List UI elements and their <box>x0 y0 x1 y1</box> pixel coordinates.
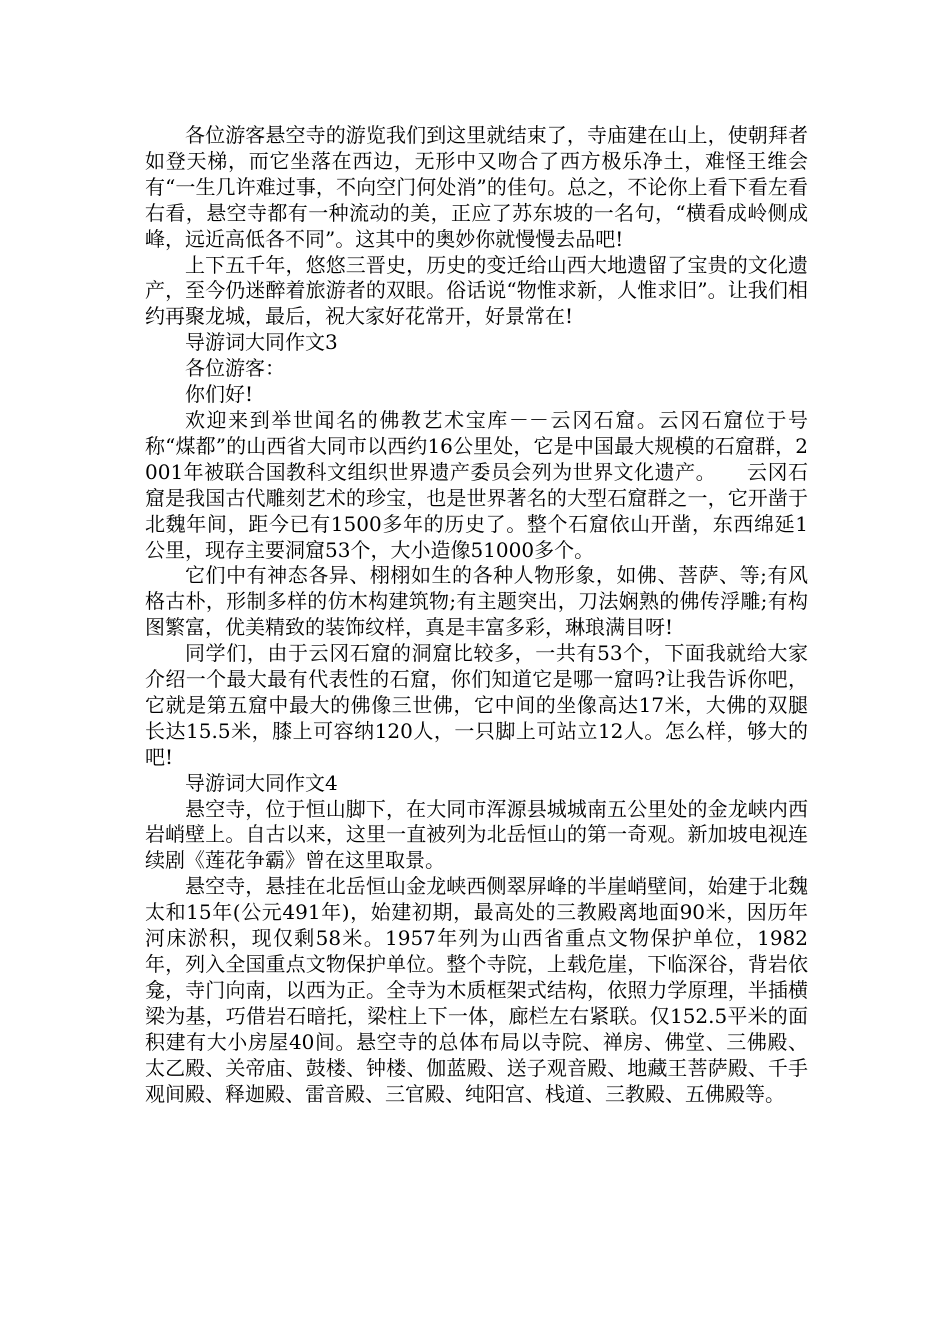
section-heading-4: 导游词大同作文4 <box>185 770 338 795</box>
paragraph-xuankong-history: 悬空寺，悬挂在北岳恒山金龙峡西侧翠屏峰的半崖峭壁间，始建于北魏太和15年(公元491年)，始建初期，最高处的三教殿离地面90米，因历年河床淤积，现仅剩58米。1957年列为山西省重点文物保护单位，1982年，列入全国重点文物保护单位。整个寺院，上载危崖，下临深谷，背岩依龛，寺门向南，以西为正。全寺为木质框架式结构，依照力学原理，半插横梁为基，巧借岩石暗托，梁柱上下一体，廊栏左右紧联。仅152.5平米的面积建有大小房屋40间。悬空寺的总体布局以寺院、禅房、佛堂、三佛殿、太乙殿、关帝庙、鼓楼、钟楼、伽蓝殿、送子观音殿、地藏王菩萨殿、千手观间殿、释迦殿、雷音殿、三官殿、纯阳宫、栈道、三教殿、五佛殿等。 <box>145 874 808 1106</box>
paragraph-xuankong-location: 悬空寺，位于恒山脚下，在大同市浑源县城城南五公里处的金龙峡内西岩峭壁上。自古以来，这里一直被列为北岳恒山的第一奇观。新加坡电视连续剧《莲花争霸》曾在这里取景。 <box>145 796 808 873</box>
paragraph-yungang-figures: 它们中有神态各异、栩栩如生的各种人物形象，如佛、菩萨、等;有风格古朴，形制多样的仿木构建筑物;有主题突出，刀法娴熟的佛传浮雕;有构图繁富，优美精致的装饰纹样，真是丰富多彩，琳琅满目呀! <box>145 563 808 640</box>
paragraph-yungang-cave5: 同学们，由于云冈石窟的洞窟比较多，一共有53个，下面我就给大家介绍一个最大最有代表性的石窟，你们知道它是哪一窟吗?让我告诉你吧，它就是第五窟中最大的佛像三世佛，它中间的坐像高达17米，大佛的双腿长达15.5米，膝上可容纳120人，一只脚上可站立12人。怎么样，够大的吧! <box>145 641 808 769</box>
paragraph-greeting: 各位游客： <box>185 356 285 381</box>
paragraph-hello: 你们好! <box>185 382 254 407</box>
section-heading-3: 导游词大同作文3 <box>185 330 338 355</box>
paragraph-shanxi-heritage: 上下五千年，悠悠三晋史，历史的变迁给山西大地遗留了宝贵的文化遗产，至今仍迷醉着旅游者的双眼。俗话说“物惟求新，人惟求旧”。让我们相约再聚龙城，最后，祝大家好花常开，好景常在! <box>145 252 808 329</box>
document-body <box>145 123 808 1107</box>
paragraph-xuankong-farewell: 各位游客悬空寺的游览我们到这里就结束了，寺庙建在山上，使朝拜者如登天梯，而它坐落在西边，无形中又吻合了西方极乐净土，难怪王维会有“一生几许难过事，不向空门何处消”的佳句。总之，不论你上看下看左看右看，悬空寺都有一种流动的美，正应了苏东坡的一名句，“横看成岭侧成峰，远近高低各不同”。这其中的奥妙你就慢慢去品吧! <box>145 123 808 251</box>
paragraph-yungang-intro: 欢迎来到举世闻名的佛教艺术宝库－－云冈石窟。云冈石窟位于号称“煤都”的山西省大同市以西约16公里处，它是中国最大规模的石窟群，2001年被联合国教科文组织世界遗产委员会列为世界文化遗产。 云冈石窟是我国古代雕刻艺术的珍宝，也是世界著名的大型石窟群之一，它开凿于北魏年间，距今已有1500多年的历史了。整个石窟依山开凿，东西绵延1公里，现存主要洞窟53个，大小造像51000多个。 <box>145 407 808 562</box>
